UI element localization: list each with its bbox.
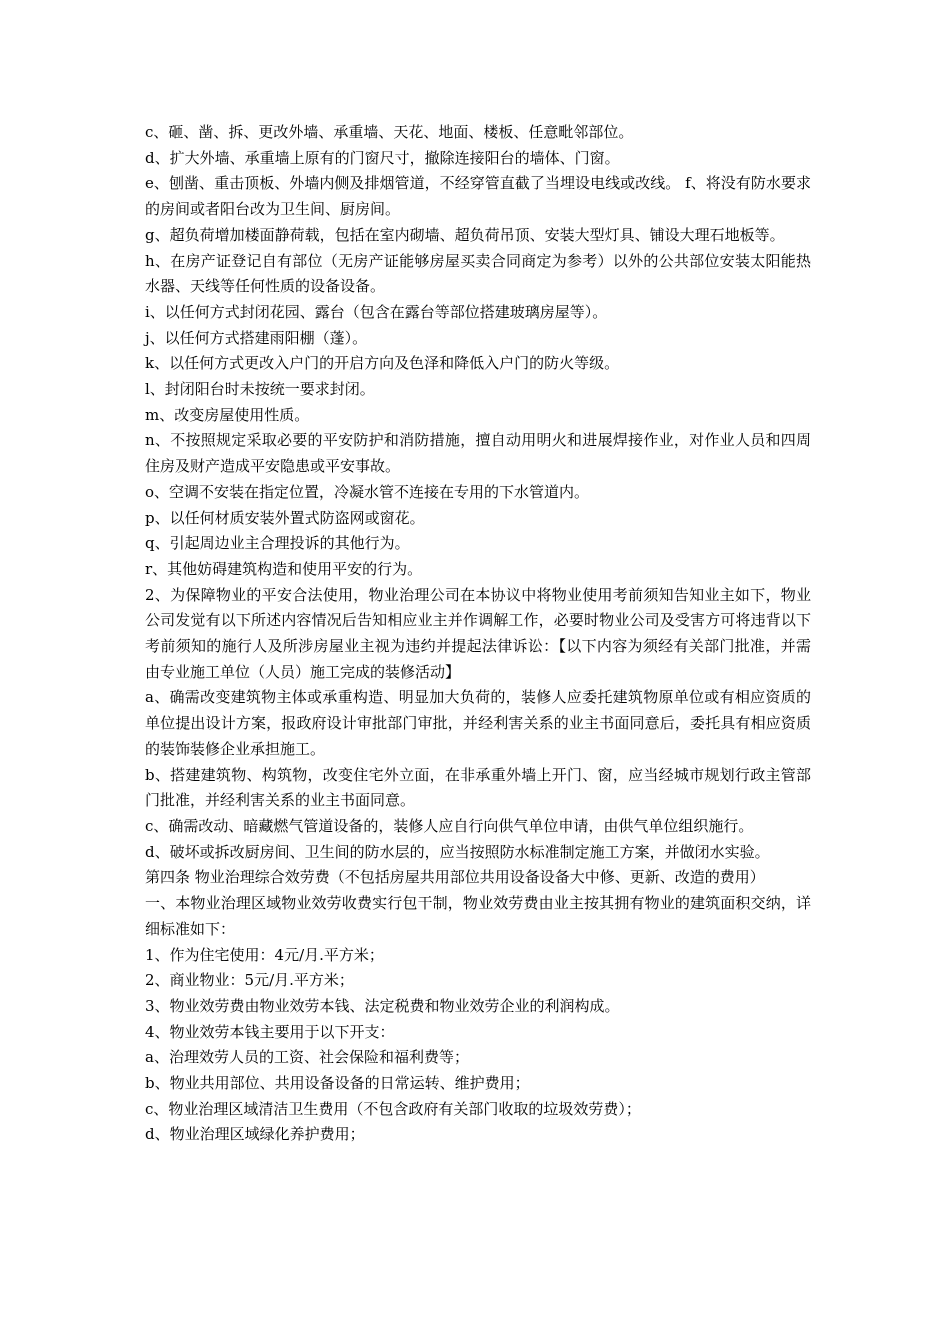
paragraph: c、确需改动、暗藏燃气管道设备的，装修人应自行向供气单位申请，由供气单位组织施行。: [145, 816, 754, 835]
document-page: [145, 120, 811, 1148]
paragraph: 一、本物业治理区域物业效劳收费实行包干制，物业效劳费由业主按其拥有物业的建筑面积交纳，详细标准如下：: [145, 894, 811, 938]
paragraph: d、扩大外墙、承重墙上原有的门窗尺寸，撤除连接阳台的墙体、门窗。: [145, 148, 620, 167]
paragraph: j、以任何方式搭建雨阳棚（蓬）。: [145, 328, 368, 347]
paragraph: a、治理效劳人员的工资、社会保险和福利费等；: [145, 1048, 469, 1067]
paragraph: p、以任何材质安装外置式防盗网或窗花。: [145, 508, 425, 527]
paragraph: 3、物业效劳费由物业效劳本钱、法定税费和物业效劳企业的利润构成。: [145, 996, 620, 1015]
paragraph: m、改变房屋使用性质。: [145, 405, 310, 424]
paragraph: l、封闭阳台时未按统一要求封闭。: [145, 380, 375, 399]
paragraph: d、破坏或拆改厨房间、卫生间的防水层的，应当按照防水标准制定施工方案，并做闭水实验。: [145, 842, 770, 861]
paragraph: c、砸、凿、拆、更改外墙、承重墙、天花、地面、楼板、任意毗邻部位。: [145, 123, 634, 141]
paragraph: i、以任何方式封闭花园、露台（包含在露台等部位搭建玻璃房屋等）。: [145, 302, 608, 321]
article-heading: 第四条 物业治理综合效劳费（不包括房屋共用部位共用设备设备大中修、更新、改造的费用）: [145, 868, 765, 887]
paragraph: 4、物业效劳本钱主要用于以下开支：: [145, 1022, 395, 1041]
paragraph: r、其他妨碍建筑构造和使用平安的行为。: [145, 559, 423, 578]
paragraph: g、超负荷增加楼面静荷载，包括在室内砌墙、超负荷吊顶、安装大型灯具、铺设大理石地板等。: [145, 225, 785, 244]
paragraph: d、物业治理区域绿化养护费用；: [145, 1125, 365, 1144]
paragraph: h、在房产证登记自有部位（无房产证能够房屋买卖合同商定为参考）以外的公共部位安装太阳能热水器、天线等任何性质的设备设备。: [145, 251, 811, 296]
paragraph: q、引起周边业主合理投诉的其他行为。: [145, 534, 410, 553]
paragraph: 1、作为住宅使用：4元/月.平方米；: [145, 945, 384, 964]
paragraph: k、以任何方式更改入户门的开启方向及色泽和降低入户门的防火等级。: [145, 354, 620, 373]
paragraph: b、搭建建筑物、构筑物，改变住宅外立面，在非承重外墙上开门、窗，应当经城市规划行政主管部门批准，并经利害关系的业主书面同意。: [145, 765, 811, 810]
paragraph: 2、商业物业：5元/月.平方米；: [145, 971, 354, 990]
paragraph: e、刨凿、重击顶板、外墙内侧及排烟管道，不经穿管直截了当埋设电线或改线。 f、将没有防水要求的房间或者阳台改为卫生间、厨房间。: [145, 174, 811, 219]
paragraph: 2、为保障物业的平安合法使用，物业治理公司在本协议中将物业使用考前须知告知业主如下，物业公司发觉有以下所述内容情况后告知相应业主并作调解工作，必要时物业公司及受害方可将违背以下考前须知的施行人及所涉房屋业主视为违约并提起法律诉讼：【以下内容为须经有关部门批准，并需由专业施工单位（人员）施工完成的装修活动】: [145, 585, 811, 681]
paragraph: b、物业共用部位、共用设备设备的日常运转、维护费用；: [145, 1074, 530, 1093]
paragraph: n、不按照规定采取必要的平安防护和消防措施，擅自动用明火和进展焊接作业，对作业人员和四周住房及财产造成平安隐患或平安事故。: [145, 431, 811, 476]
paragraph: c、物业治理区域清洁卫生费用（不包含政府有关部门收取的垃圾效劳费）；: [145, 1099, 641, 1118]
paragraph: o、空调不安装在指定位置，冷凝水管不连接在专用的下水管道内。: [145, 482, 590, 501]
paragraph: a、确需改变建筑物主体或承重构造、明显加大负荷的，装修人应委托建筑物原单位或有相应资质的单位提出设计方案，报政府设计审批部门审批，并经利害关系的业主书面同意后，委托具有相应资质的装饰装修企业承担施工。: [145, 688, 811, 758]
